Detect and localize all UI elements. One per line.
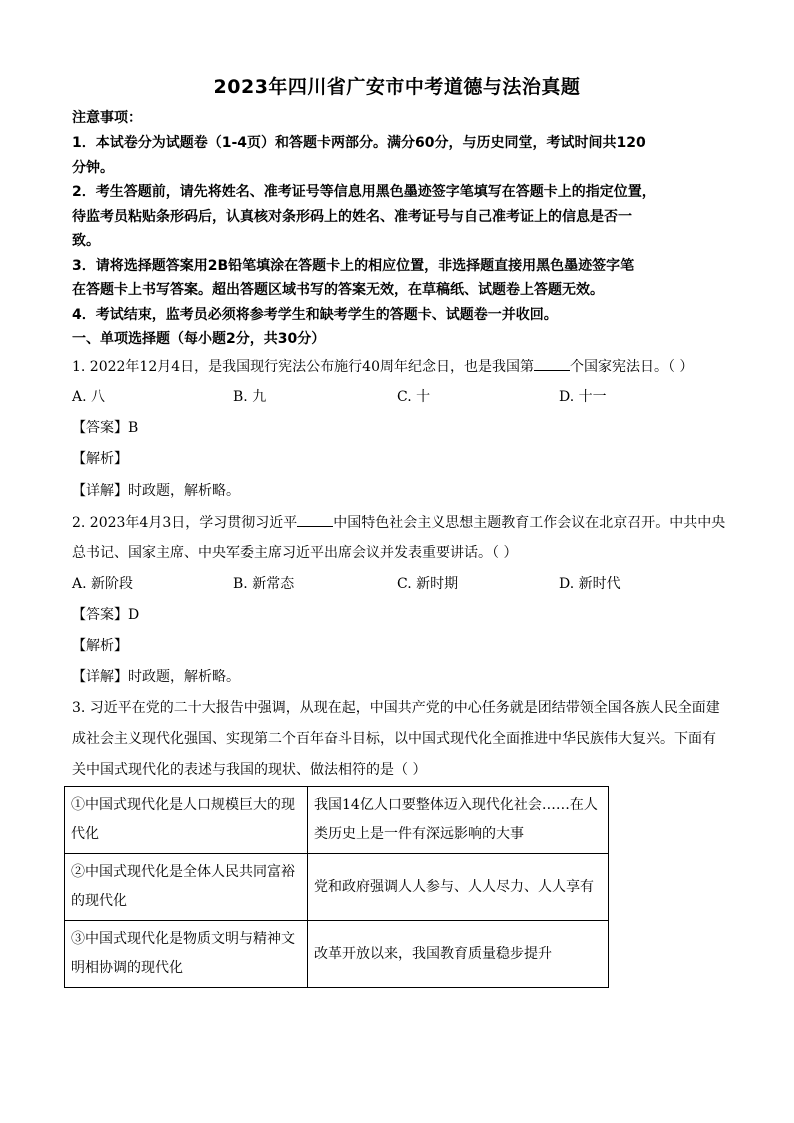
question-1-stem-part-b: 个国家宪法日。（ ） xyxy=(569,359,694,375)
table-row xyxy=(65,921,609,988)
question-2-stem xyxy=(72,512,725,533)
question-3-stem-line-2: 成社会主义现代化强国、实现第二个百年奋斗目标，以中国式现代化全面推进中华民族伟大复兴。下面有 xyxy=(72,731,716,747)
notice-line-7: 在答题卡上书写答案。超出答题区域书写的答案无效，在草稿纸、试题卷上答题无效。 xyxy=(72,282,604,298)
table-cell-statement: ①中国式现代化是人口规模巨大的现代化 xyxy=(65,787,308,854)
question-3-stem-line-1: 3. 习近平在党的二十大报告中强调，从现在起，中国共产党的中心任务就是团结带领全国各族人民全面建 xyxy=(72,700,720,716)
question-2-option-a: A. 新阶段 xyxy=(72,576,134,592)
table-cell-statement: ②中国式现代化是全体人民共同富裕的现代化 xyxy=(65,854,308,921)
question-1-option-b: B. 九 xyxy=(233,389,267,405)
notice-line-3: 2．考生答题前，请先将姓名、准考证号等信息用黑色墨迹签字笔填写在答题卡上的指定位置， xyxy=(72,184,656,200)
notice-heading: 注意事项： xyxy=(72,110,142,126)
question-3-table xyxy=(64,786,609,988)
notice-line-2: 分钟。 xyxy=(72,160,114,176)
question-2-stem-line-2: 总书记、国家主席、中央军委主席习近平出席会议并发表重要讲话。（ ） xyxy=(72,545,518,561)
table-row xyxy=(65,787,609,854)
question-1-answer: 【答案】B xyxy=(72,420,139,436)
question-2-option-d: D. 新时代 xyxy=(559,576,621,592)
question-2-answer: 【答案】D xyxy=(72,607,140,623)
question-3-stem-line-3: 关中国式现代化的表述与我国的现状、做法相符的是（ ） xyxy=(72,762,427,778)
page-title: 2023年四川省广安市中考道德与法治真题 xyxy=(213,76,581,98)
question-2-analysis: 【解析】 xyxy=(72,638,128,654)
table-cell-fact: 我国14亿人口要整体迈入现代化社会……在人类历史上是一件有深远影响的大事 xyxy=(308,787,609,854)
section-heading: 一、单项选择题（每小题2分，共30分） xyxy=(72,331,326,347)
question-1-analysis: 【解析】 xyxy=(72,451,128,467)
question-2-stem-part-b: 中国特色社会主义思想主题教育工作会议在北京召开。中共中央 xyxy=(333,515,726,531)
notice-line-4: 待监考员粘贴条形码后，认真核对条形码上的姓名、准考证号与自己准考证上的信息是否一 xyxy=(72,209,632,225)
question-1-option-a: A. 八 xyxy=(72,389,106,405)
notice-line-1: 1．本试卷分为试题卷（1-4页）和答题卡两部分。满分60分，与历史同堂，考试时间共120 xyxy=(72,135,646,151)
table-row xyxy=(65,854,609,921)
table-cell-fact: 改革开放以来，我国教育质量稳步提升 xyxy=(308,921,609,988)
question-1-stem xyxy=(72,356,693,377)
notice-line-6: 3．请将选择题答案用2B铅笔填涂在答题卡上的相应位置，非选择题直接用黑色墨迹签字笔 xyxy=(72,258,635,274)
question-1-option-c: C. 十 xyxy=(397,389,431,405)
table-cell-statement: ③中国式现代化是物质文明与精神文明相协调的现代化 xyxy=(65,921,308,988)
answer-blank xyxy=(534,356,570,371)
question-2-option-b: B. 新常态 xyxy=(233,576,295,592)
table-cell-fact: 党和政府强调人人参与、人人尽力、人人享有 xyxy=(308,854,609,921)
question-1-option-d: D. 十一 xyxy=(559,389,607,405)
question-1-stem-part-a: 1. 2022年12月4日，是我国现行宪法公布施行40周年纪念日，也是我国第 xyxy=(72,359,534,375)
question-1-detail: 【详解】时政题，解析略。 xyxy=(72,483,240,499)
notice-line-8: 4．考试结束，监考员必须将参考学生和缺考学生的答题卡、试题卷一并收回。 xyxy=(72,307,558,323)
notice-line-5: 致。 xyxy=(72,233,100,249)
answer-blank xyxy=(297,512,333,527)
question-2-detail: 【详解】时政题，解析略。 xyxy=(72,669,240,685)
question-2-stem-part-a: 2. 2023年4月3日，学习贯彻习近平 xyxy=(72,515,298,531)
question-2-option-c: C. 新时期 xyxy=(397,576,459,592)
